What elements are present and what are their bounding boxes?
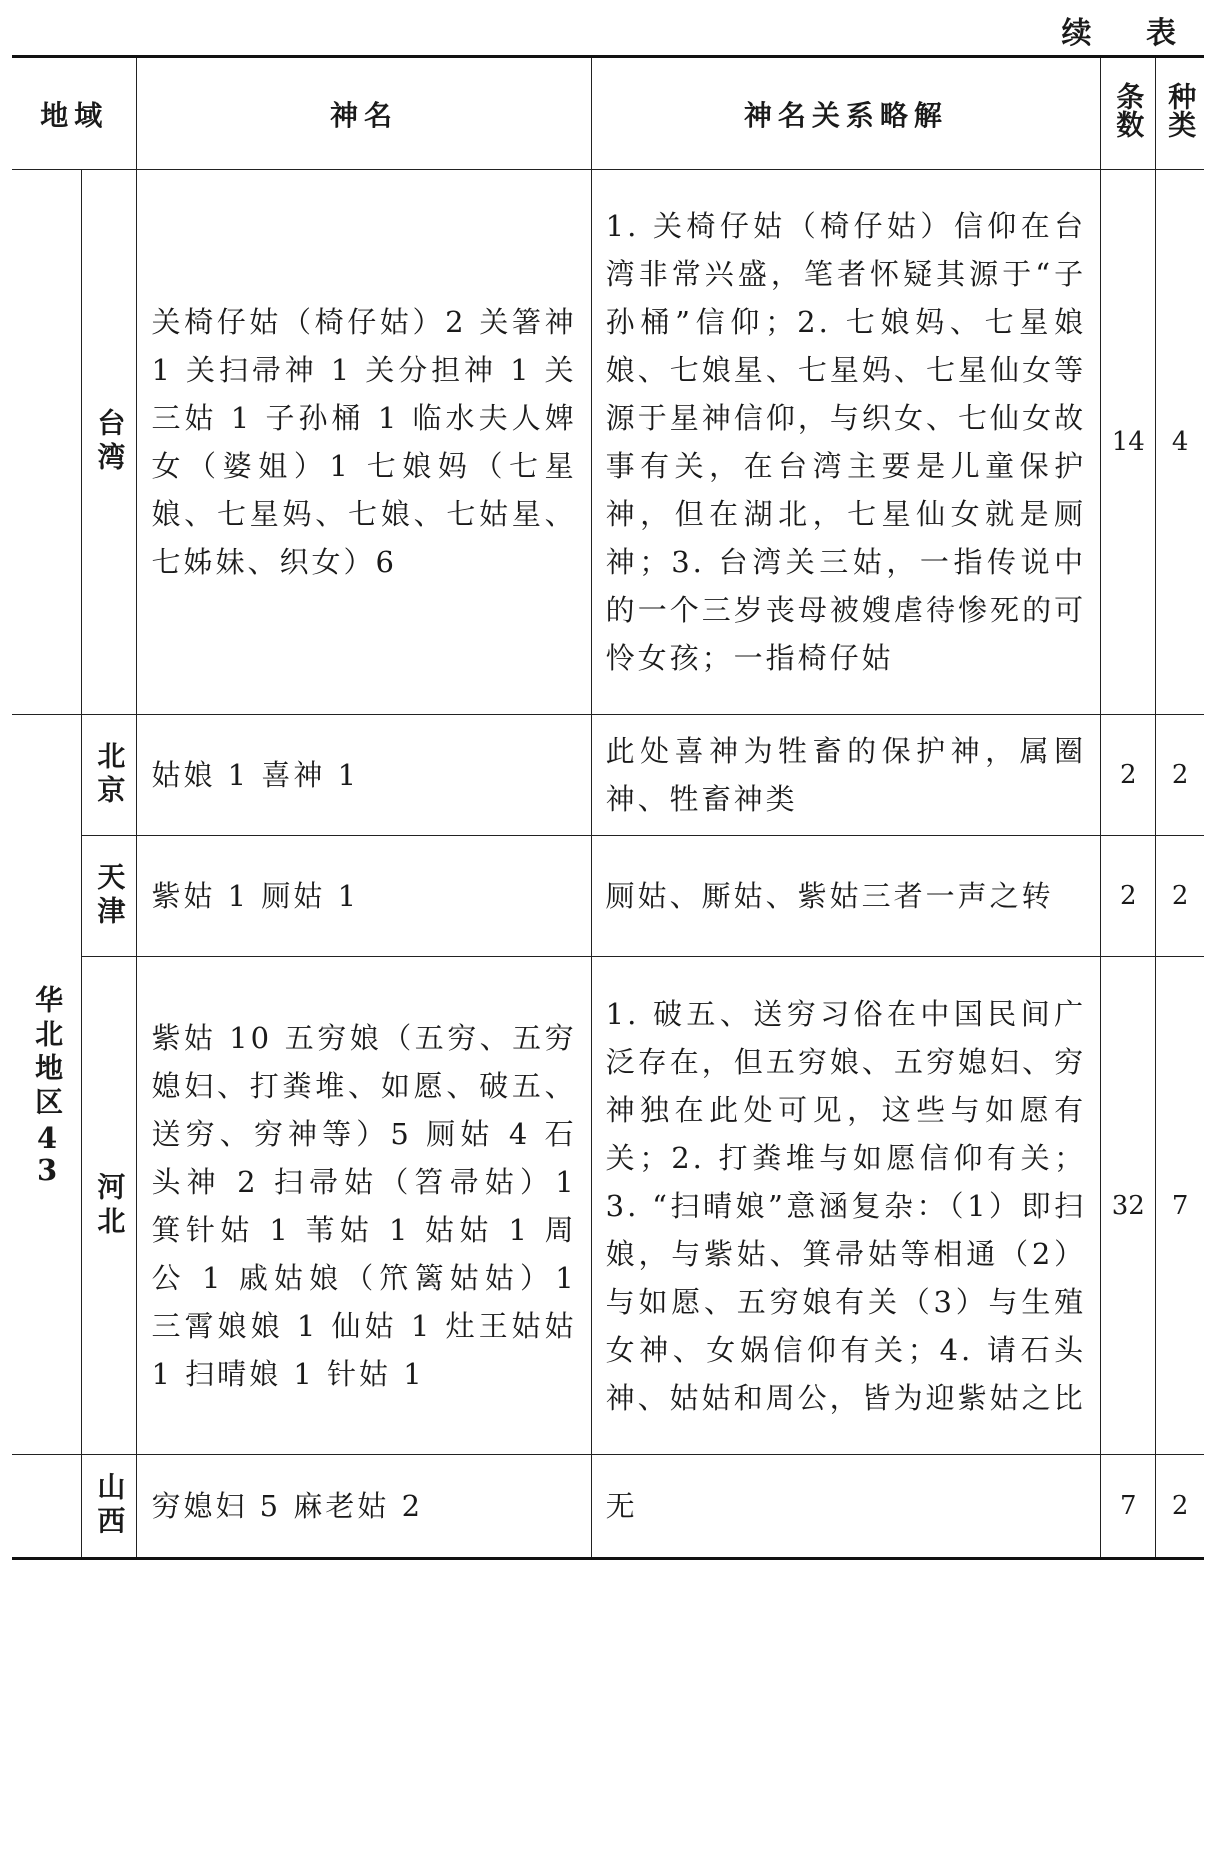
subregion-label: 北京 bbox=[93, 741, 127, 809]
table-row bbox=[12, 1455, 1204, 1559]
count-cell: 7 bbox=[1101, 1455, 1156, 1559]
types-cell: 2 bbox=[1156, 1455, 1204, 1559]
subregion-cell bbox=[82, 957, 137, 1455]
relation-cell: 1. 破五、送穷习俗在中国民间广泛存在，但五穷娘、五穷媳妇、穷神独在此处可见，这些与如愿有关；2. 打粪堆与如愿信仰有关；3. “扫晴娘”意涵复杂：（1）即扫娘，与紫姑、箕帚姑等相通（2）与如愿、五穷娘有关（3）与生殖女神、女娲信仰有关；4. 请石头神、姑姑和周公，皆为迎紫姑之比 bbox=[591, 957, 1100, 1455]
deity-names-cell: 穷媳妇 5 麻老姑 2 bbox=[137, 1455, 591, 1559]
types-cell: 7 bbox=[1156, 957, 1204, 1455]
subregion-cell bbox=[82, 715, 137, 836]
count-cell: 2 bbox=[1101, 836, 1156, 957]
relation-cell: 此处喜神为牲畜的保护神，属圈神、牲畜神类 bbox=[591, 715, 1100, 836]
types-cell: 4 bbox=[1156, 170, 1204, 715]
subregion-cell bbox=[82, 836, 137, 957]
table-row bbox=[12, 836, 1204, 957]
header-count: 条数 bbox=[1112, 82, 1146, 138]
deity-names-cell: 姑娘 1 喜神 1 bbox=[137, 715, 591, 836]
types-cell: 2 bbox=[1156, 836, 1204, 957]
deity-names-cell: 紫姑 10 五穷娘（五穷、五穷媳妇、打粪堆、如愿、破五、送穷、穷神等）5 厕姑 4 石头神 2 扫帚姑（笤帚姑）1 箕针姑 1 苇姑 1 姑姑 1 周公 1 戚姑娘（笊篱姑姑）1 三霄娘娘 1 仙姑 1 灶王姑姑 1 扫晴娘 1 针姑 1 bbox=[137, 957, 591, 1455]
deity-names-cell: 紫姑 1 厕姑 1 bbox=[137, 836, 591, 957]
relation-cell: 1. 关椅仔姑（椅仔姑）信仰在台湾非常兴盛，笔者怀疑其源于“子孙桶”信仰；2. 七娘妈、七星娘娘、七娘星、七星妈、七星仙女等源于星神信仰，与织女、七仙女故事有关，在台湾主要是儿童保护神，但在湖北，七星仙女就是厕神；3. 台湾关三姑，一指传说中的一个三岁丧母被嫂虐待惨死的可怜女孩；一指椅仔姑 bbox=[591, 170, 1100, 715]
region-count: 43 bbox=[30, 1120, 65, 1185]
header-row bbox=[12, 57, 1204, 170]
table-row bbox=[12, 170, 1204, 715]
subregion-label: 山西 bbox=[93, 1472, 127, 1540]
region-cell bbox=[12, 715, 82, 1455]
count-cell: 14 bbox=[1101, 170, 1156, 715]
region-cell-empty bbox=[12, 170, 82, 715]
count-cell: 32 bbox=[1101, 957, 1156, 1455]
relation-cell: 无 bbox=[591, 1455, 1100, 1559]
deity-table bbox=[12, 55, 1204, 1560]
header-types: 种类 bbox=[1164, 82, 1198, 138]
region-name: 华北地区 bbox=[31, 984, 65, 1121]
subregion-cell bbox=[82, 170, 137, 715]
region-cell-empty bbox=[12, 1455, 82, 1559]
subregion-label: 河北 bbox=[93, 1171, 127, 1240]
subregion-label: 台湾 bbox=[93, 408, 127, 476]
header-region: 地域 bbox=[12, 57, 137, 170]
header-relation: 神名关系略解 bbox=[591, 57, 1100, 170]
header-deity-names: 神名 bbox=[137, 57, 591, 170]
header-count-cell bbox=[1101, 57, 1156, 170]
subregion-label: 天津 bbox=[93, 862, 127, 930]
continued-label: 续 表 bbox=[1061, 16, 1198, 51]
relation-cell: 厕姑、厮姑、紫姑三者一声之转 bbox=[591, 836, 1100, 957]
types-cell: 2 bbox=[1156, 715, 1204, 836]
count-cell: 2 bbox=[1101, 715, 1156, 836]
deity-names-cell: 关椅仔姑（椅仔姑）2 关箸神 1 关扫帚神 1 关分担神 1 关三姑 1 子孙桶 1 临水夫人婢女（婆姐）1 七娘妈（七星娘、七星妈、七娘、七姑星、七姊妹、织女）6 bbox=[137, 170, 591, 715]
region-label bbox=[30, 984, 65, 1185]
header-types-cell bbox=[1156, 57, 1204, 170]
table-row bbox=[12, 957, 1204, 1455]
table-row bbox=[12, 715, 1204, 836]
subregion-cell bbox=[82, 1455, 137, 1559]
